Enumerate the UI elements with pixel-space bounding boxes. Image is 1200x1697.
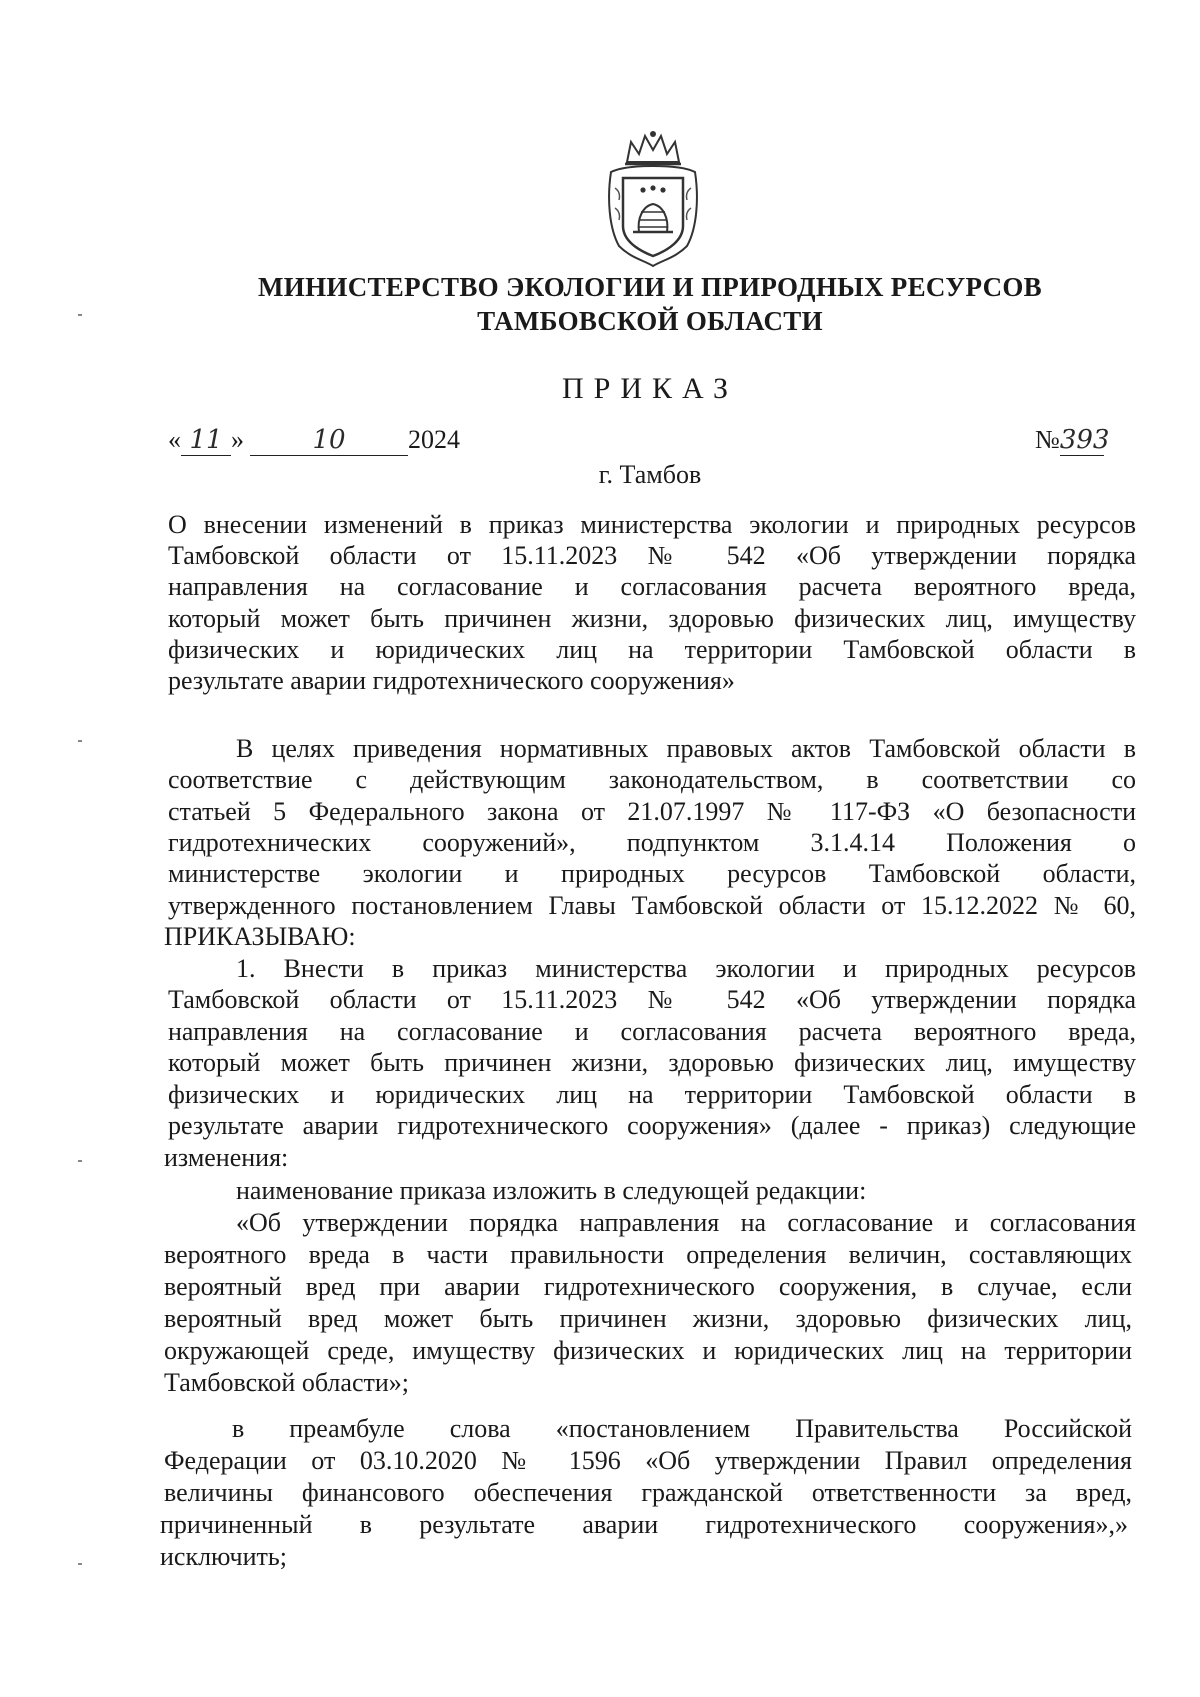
body-line: статьей 5 Федерального закона от 21.07.1997 № 117-ФЗ «О безопасности	[168, 797, 1136, 826]
ministry-name-line-1: МИНИСТЕРСТВО ЭКОЛОГИИ И ПРИРОДНЫХ РЕСУРСОВ	[258, 272, 1042, 302]
title-line: физических и юридических лиц на территории Тамбовской области в	[168, 635, 1136, 664]
body-line: в преамбуле слова «постановлением Правительства Российской	[232, 1414, 1132, 1443]
date-quote-open: «	[168, 425, 181, 454]
coat-of-arms-icon	[597, 128, 709, 268]
body-line: утвержденного постановлением Главы Тамбовской области от 15.12.2022 № 60,	[168, 891, 1136, 920]
document-type: ПРИКАЗ	[562, 372, 738, 405]
scan-speck	[78, 1563, 82, 1565]
title-line: результате аварии гидротехнического сооружения»	[168, 666, 735, 695]
body-line: гидротехнических сооружений», подпунктом 3.1.4.14 Положения о	[168, 828, 1136, 857]
body-line: вероятный вред может быть причинен жизни, здоровью физических лиц,	[164, 1304, 1132, 1333]
order-date	[168, 425, 460, 456]
order-number	[1035, 425, 1110, 456]
body-line: Тамбовской области»;	[164, 1368, 409, 1397]
body-line: изменения:	[164, 1143, 289, 1172]
body-line: величины финансового обеспечения гражданской ответственности за вред,	[164, 1478, 1132, 1507]
date-month: 10	[250, 425, 408, 456]
number-prefix: №	[1035, 425, 1060, 454]
body-line: ПРИКАЗЫВАЮ:	[164, 922, 356, 951]
body-line: наименование приказа изложить в следующей редакции:	[236, 1176, 867, 1205]
date-day: 11	[181, 425, 231, 456]
scan-speck	[78, 740, 82, 742]
body-line: В целях приведения нормативных правовых актов Тамбовской области в	[236, 734, 1136, 763]
body-line: направления на согласование и согласования расчета вероятного вреда,	[168, 1017, 1136, 1046]
number-value: 393	[1059, 425, 1110, 455]
title-line: который может быть причинен жизни, здоровью физических лиц, имуществу	[168, 604, 1136, 633]
ministry-name-line-2: ТАМБОВСКОЙ ОБЛАСТИ	[477, 306, 823, 336]
scan-speck	[78, 314, 82, 316]
title-line: направления на согласование и согласования расчета вероятного вреда,	[168, 572, 1136, 601]
body-line: «Об утверждении порядка направления на согласование и согласования	[236, 1208, 1136, 1237]
body-line: вероятный вред при аварии гидротехнического сооружения, в случае, если	[164, 1272, 1132, 1301]
date-quote-close: »	[231, 425, 244, 454]
body-line: Федерации от 03.10.2020 № 1596 «Об утверждении Правил определения	[164, 1446, 1132, 1475]
body-line: вероятного вреда в части правильности определения величин, составляющих	[164, 1240, 1132, 1269]
body-line: причиненный в результате аварии гидротехнического сооружения»,»	[160, 1510, 1128, 1539]
body-line: Тамбовской области от 15.11.2023 № 542 «Об утверждении порядка	[168, 985, 1136, 1014]
city: г. Тамбов	[598, 460, 702, 489]
body-line: министерстве экологии и природных ресурсов Тамбовской области,	[168, 859, 1136, 888]
body-line: который может быть причинен жизни, здоровью физических лиц, имуществу	[168, 1048, 1136, 1077]
body-line: результате аварии гидротехнического сооружения» (далее - приказ) следующие	[168, 1111, 1136, 1140]
body-line: окружающей среде, имуществу физических и юридических лиц на территории	[164, 1336, 1132, 1365]
scan-speck	[78, 1160, 82, 1162]
title-line: Тамбовской области от 15.11.2023 № 542 «Об утверждении порядка	[168, 541, 1136, 570]
title-line: О внесении изменений в приказ министерства экологии и природных ресурсов	[168, 510, 1136, 539]
date-year: 2024	[408, 425, 460, 454]
body-line: соответствие с действующим законодательством, в соответствии со	[168, 765, 1136, 794]
body-line: исключить;	[160, 1542, 287, 1571]
body-line: 1. Внести в приказ министерства экологии и природных ресурсов	[236, 954, 1136, 983]
body-line: физических и юридических лиц на территории Тамбовской области в	[168, 1080, 1136, 1109]
